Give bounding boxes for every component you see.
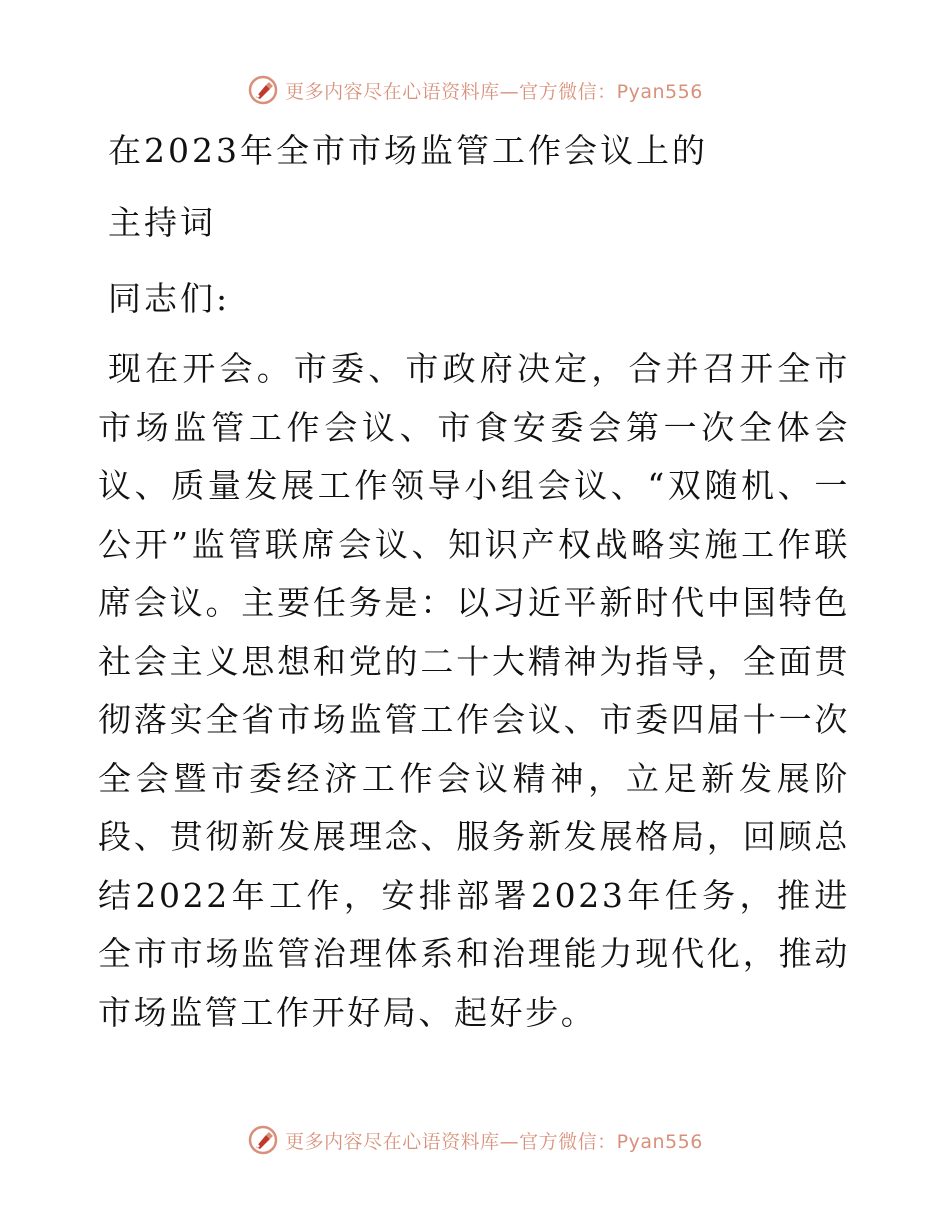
header-watermark	[0, 70, 950, 110]
watermark-text: 更多内容尽在心语资料库—官方微信：Pyan556	[285, 1130, 703, 1153]
document-title-line1: 在2023年全市市场监管工作会议上的	[108, 131, 708, 170]
watermark-group	[247, 1124, 703, 1156]
pen-nib-logo-icon	[247, 1124, 279, 1156]
pen-nib-logo-icon	[247, 74, 279, 106]
salutation: 同志们:	[108, 279, 231, 318]
watermark-group	[247, 74, 703, 106]
watermark-text: 更多内容尽在心语资料库—官方微信：Pyan556	[285, 80, 703, 103]
body-paragraph: 现在开会。市委、市政府决定，合并召开全市市场监管工作会议、市食安委会第一次全体会议、质量发展工作领导小组会议、“双随机、一公开”监管联席会议、知识产权战略实施工作联席会议。主要任务是：以习近平新时代中国特色社会主义思想和党的二十大精神为指导，全面贯彻落实全省市场监管工作会议、市委四届十一次全会暨市委经济工作会议精神，立足新发展阶段、贯彻新发展理念、服务新发展格局，回顾总结2022年工作，安排部署2023年任务，推进全市市场监管治理体系和治理能力现代化，推动市场监管工作开好局、起好步。	[98, 349, 850, 1032]
document-title-line2: 主持词	[108, 203, 216, 242]
footer-watermark	[0, 1120, 950, 1160]
